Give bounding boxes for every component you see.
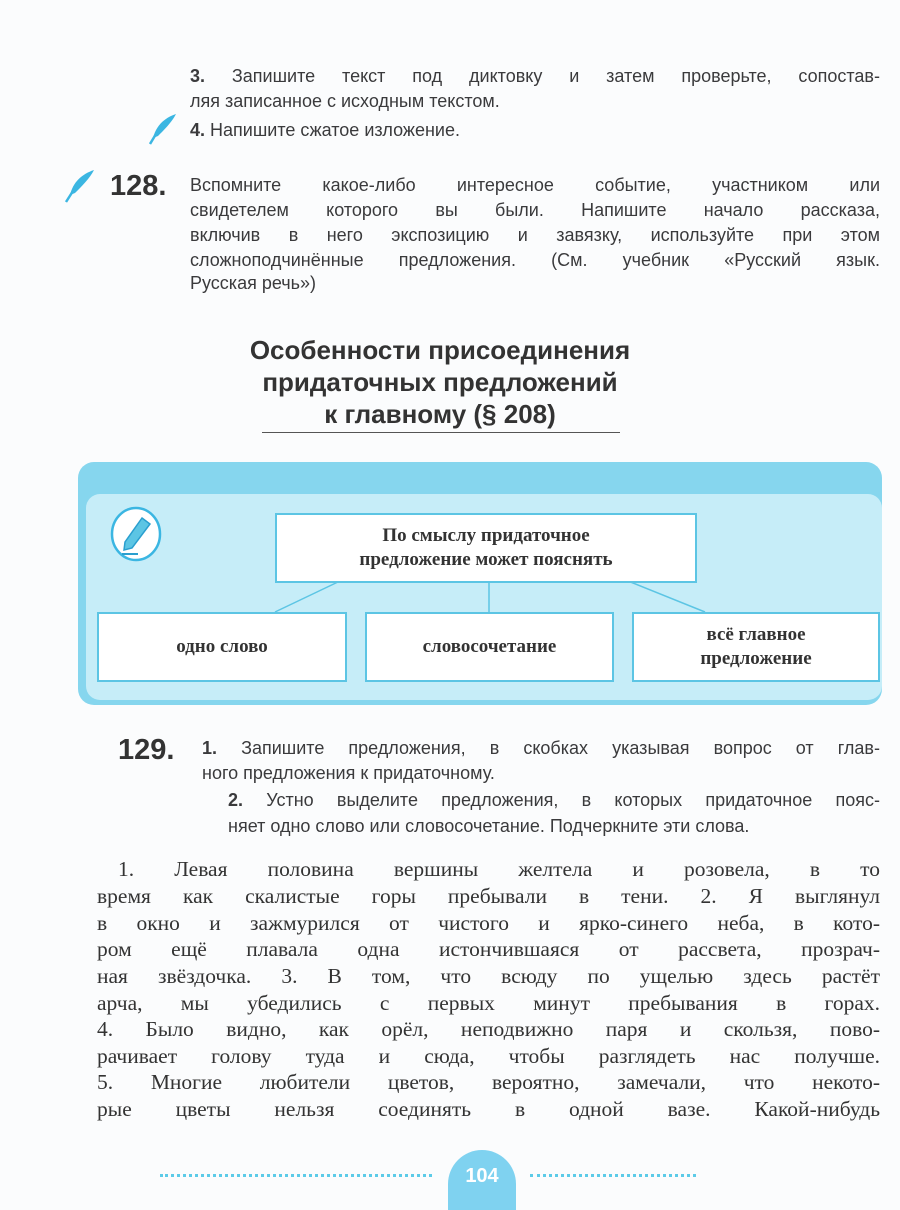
heading-line: к главному (§ 208) <box>324 399 556 429</box>
heading-line: придаточных предложений <box>262 367 618 397</box>
text-line: 4. Было видно, как орёл, неподвижно паря и скользя, пово- <box>97 1017 880 1041</box>
text-line: 1. Левая половина вершины желтела и розовела, в то <box>118 857 880 881</box>
item-number: 3. <box>190 66 206 86</box>
diagram-child-box <box>97 612 347 682</box>
text-line: включив в него экспозицию и завязку, используйте при этом <box>190 225 880 245</box>
item-number: 1. <box>202 738 218 758</box>
exercise-number-128: 128. <box>110 170 167 202</box>
text-line: Русская речь») <box>190 273 317 293</box>
text-line: время как скалистые горы пребывали в тени. 2. Я выглянул <box>97 884 880 908</box>
box-text: По смыслу придаточное <box>382 525 590 546</box>
item-text: Устно выделите предложения, в которых придаточное пояс- <box>266 790 880 810</box>
text-line: сложноподчинённые предложения. (См. учебник «Русский язык. <box>190 250 880 270</box>
task-2-line-2: няет одно слово или словосочетание. Подчеркните эти слова. <box>228 816 750 836</box>
text-line: Вспомните какое-либо интересное событие, участником или <box>190 175 880 195</box>
footer-dotted-line-left <box>160 1174 432 1181</box>
exercise-number-129: 129. <box>118 734 175 766</box>
diagram-child-box <box>632 612 880 682</box>
page-number: 104 <box>448 1150 516 1210</box>
text-line: свидетелем которого вы были. Напишите начало рассказа, <box>190 200 880 220</box>
box-text: предложение может пояснять <box>359 549 613 570</box>
heading-line: Особенности присоединения <box>249 335 631 365</box>
item-number: 2. <box>228 790 244 810</box>
task-1-line-2: ного предложения к придаточному. <box>202 763 495 783</box>
item-text: Запишите предложения, в скобках указывая вопрос от глав- <box>241 738 880 758</box>
text-line: ром ещё плавала одна истончившаяся от рассвета, прозрач- <box>97 937 880 961</box>
diagram-root-box <box>275 513 697 583</box>
footer-dotted-line-right <box>530 1174 696 1181</box>
box-text: словосочетание <box>422 636 557 657</box>
task-2-line-1 <box>228 790 880 811</box>
item-text: Запишите текст под диктовку и затем проверьте, сопостав- <box>231 66 880 86</box>
box-text: всё главное <box>706 624 806 645</box>
box-text: предложение <box>700 648 812 669</box>
item-number: 4. <box>190 120 206 140</box>
text-line: в окно и зажмурился от чистого и ярко-синего неба, в кото- <box>97 911 880 935</box>
item-3-line-2: ляя записанное с исходным текстом. <box>190 91 500 111</box>
text-line: рачивает голову туда и сюда, чтобы разглядеть нас получше. <box>97 1044 880 1068</box>
box-text: одно слово <box>176 636 268 657</box>
text-line: 5. Многие любители цветов, вероятно, замечали, что некото- <box>97 1070 880 1094</box>
text-line: рые цветы нельзя соединять в одной вазе. Какой-нибудь <box>97 1097 880 1121</box>
item-text: Напишите сжатое изложение. <box>210 120 460 140</box>
text-line: ная звёздочка. 3. В том, что всюду по ущелью здесь растёт <box>97 964 880 988</box>
task-1-line-1 <box>202 738 880 759</box>
text-line: арча, мы убедились с первых минут пребывания в горах. <box>97 991 880 1015</box>
diagram-child-box <box>365 612 614 682</box>
